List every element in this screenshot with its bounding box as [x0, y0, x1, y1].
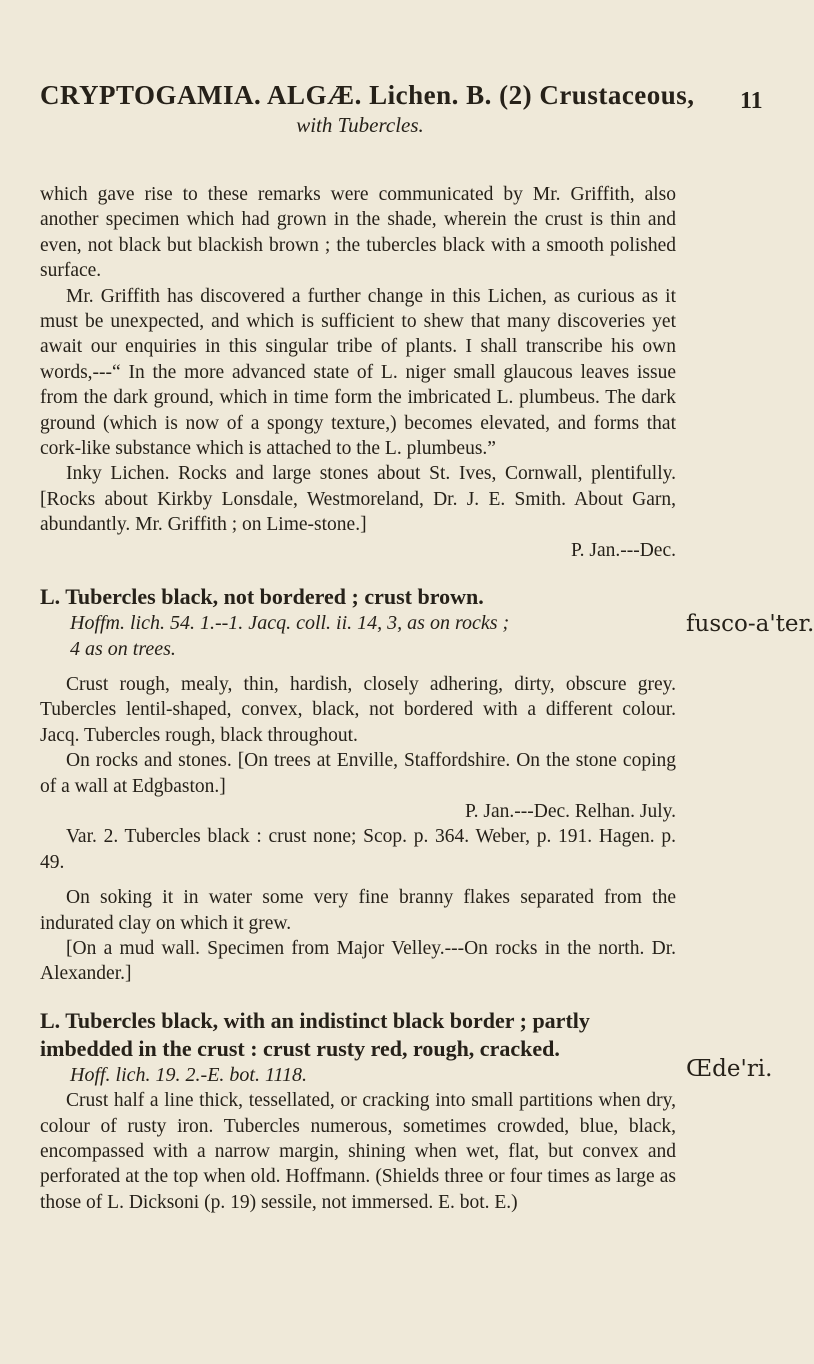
paragraph-3-dates: P. Jan.---Dec. — [570, 539, 676, 561]
species-1-description: L. Tubercles black, not bordered ; crust brown. — [40, 584, 484, 610]
paragraph-3: Inky Lichen. Rocks and large stones about St. Ives, Cornwall, plentifully. [Rocks about Kirkby Lonsdale, Westmoreland, Dr. J. E. Smith. About Garn, abundantly. Mr. Griffith ; on Lime-stone.] — [40, 463, 676, 536]
margin-species-name-2: Œde'ri. — [686, 1056, 773, 1082]
page-number: 11 — [740, 88, 763, 114]
running-header — [40, 80, 695, 138]
species-1-reference: Hoffm. lich. 54. 1.--1. Jacq. coll. ii. 14, 3, as on rocks ; — [70, 612, 510, 635]
species-1-reference-cont: 4 as on trees. — [70, 637, 176, 660]
body-text — [40, 182, 676, 1215]
paragraph-4: Crust rough, mealy, thin, hardish, closely adhering, dirty, obscure grey. Tubercles lentil-shaped, convex, black, not bordered with a different colour. Jacq. Tubercles rough, black throughout. — [40, 673, 676, 746]
paragraph-7: On soking it in water some very fine branny flakes separated from the indurated clay on which it grew. — [40, 887, 676, 934]
paragraph-2: Mr. Griffith has discovered a further change in this Lichen, as curious as it must be unexpected, and which is sufficient to shew that many discoveries yet await our enquiries in this singular tribe of plants. I shall transcribe his own words,---“ In the more advanced state of L. niger small glaucous leaves issue from the dark ground, which in time form the imbricated L. plumbeus. The dark ground (which is now of a spongy texture,) becomes elevated, and forms that cork-like substance which is attached to the L. plumbeus.” — [40, 285, 676, 460]
species-2-reference: Hoff. lich. 19. 2.-E. bot. 1118. — [70, 1063, 308, 1086]
header-subtitle: with Tubercles. — [296, 113, 424, 137]
paragraph-5-dates: P. Jan.---Dec. Relhan. July. — [464, 800, 676, 822]
paragraph-1: which gave rise to these remarks were communicated by Mr. Griffith, also another specimen which had grown in the shade, wherein the crust is thin and even, not black but blackish brown ; the tubercles black with a smooth polished surface. — [40, 184, 676, 282]
species-2-description: L. Tubercles black, with an indistinct black border ; partly imbedded in the crust : crust rusty red, rough, cracked. — [40, 1007, 590, 1061]
paragraph-5: On rocks and stones. [On trees at Enville, Staffordshire. On the stone coping of a wall at Edgbaston.] — [40, 750, 676, 797]
paragraph-8: [On a mud wall. Specimen from Major Velley.---On rocks in the north. Dr. Alexander.] — [40, 937, 676, 985]
paragraph-9: Crust half a line thick, tessellated, or cracking into small partitions when dry, colour of rusty iron. Tubercles numerous, sometimes crowded, blue, black, encompassed with a narrow margin, shining when wet, flat, but convex and perforated at the top when old. Hoffmann. (Shields three or four times as large as those of L. Dicksoni (p. 19) sessile, not immersed. E. bot. E.) — [40, 1090, 676, 1213]
paragraph-6: Var. 2. Tubercles black : crust none; Scop. p. 364. Weber, p. 191. Hagen. p. 49. — [40, 826, 676, 873]
header-title: CRYPTOGAMIA. ALGÆ. Lichen. B. (2) Crustaceous, — [40, 80, 695, 110]
margin-species-name-1: fusco-a'ter. — [686, 611, 814, 637]
